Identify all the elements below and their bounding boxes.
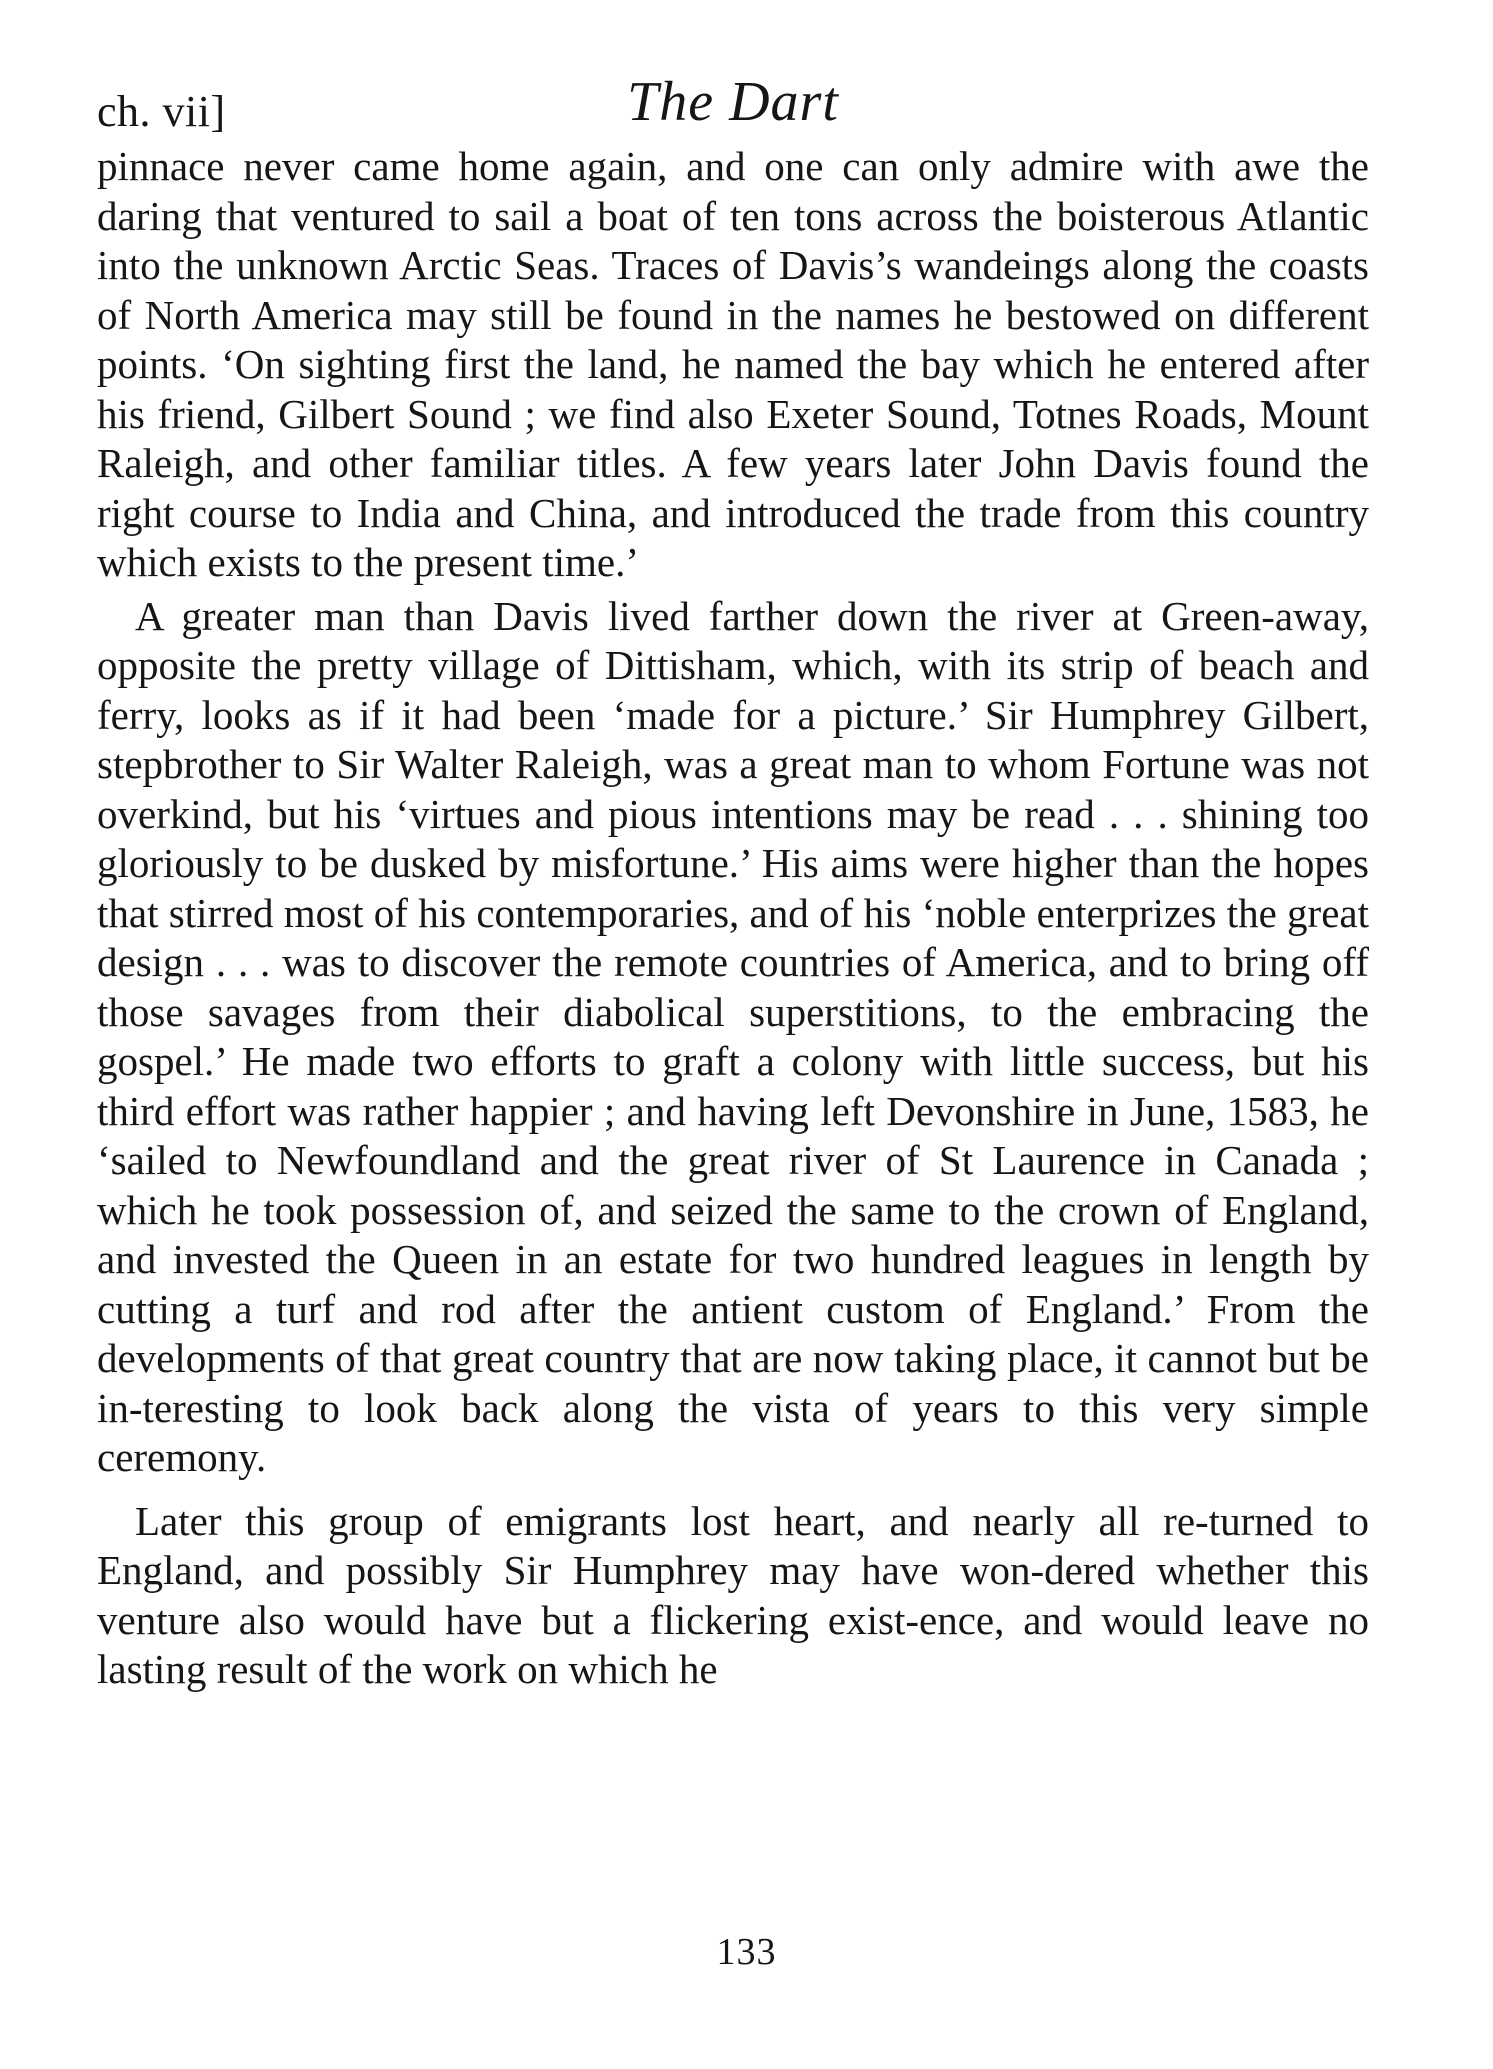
paragraph-gilbert: A greater man than Davis lived farther down the river at Green-away, opposite the pretty village of Dittisham, which, with its strip of beach and ferry, looks as if it had been ‘made for a picture.’ Sir Humphrey Gilbert, stepbrother to Sir Walter Raleigh, was a great man to whom Fortune was not overkind, but his ‘virtues and pious intentions may be read . . . shining too gloriously to be dusked by misfortune.’ His aims were higher than the hopes that stirred most of his contemporaries, and of his ‘noble enterprizes the great design . . . was to discover the remote countries of America, and to bring off those savages from their diabolical superstitions, to the embracing the gospel.’ He made two efforts to graft a colony with little success, but his third effort was rather happier ; and having left Devonshire in June, 1583, he ‘sailed to Newfoundland and the great river of St Laurence in Canada ; which he took possession of, and seized the same to the crown of England, and invested the Queen in an estate for two hundred leagues in length by cutting a turf and rod after the antient custom of England.’ From the developments of that great country that are now taking place, it cannot but be in-teresting to look back along the vista of years to this very simple ceremony. <box>97 592 1369 1480</box>
running-head <box>97 70 1369 150</box>
book-title: The Dart <box>627 71 839 133</box>
paragraph-continued: pinnace never came home again, and one can only admire with awe the daring that ventured to sail a boat of ten tons across the boisterous Atlantic into the unknown Arctic Seas. Traces of Davis’s wandeings along the coasts of North America may still be found in the names he bestowed on different points. ‘On sighting first the land, he named the bay which he entered after his friend, Gilbert Sound ; we find also Exeter Sound, Totnes Roads, Mount Raleigh, and other familiar titles. A few years later John Davis found the right course to India and China, and introduced the trade from this country which exists to the present time.’ <box>97 143 1369 585</box>
body-text <box>97 142 1369 1695</box>
page-number: 133 <box>716 1931 777 1973</box>
paragraph-emigrants: Later this group of emigrants lost heart, and nearly all re-turned to England, and possibly Sir Humphrey may have won-dered whether this venture also would have but a flickering exist-ence, and would leave no lasting result of the work on which he <box>97 1497 1369 1692</box>
chapter-reference: ch. vii] <box>97 87 226 136</box>
